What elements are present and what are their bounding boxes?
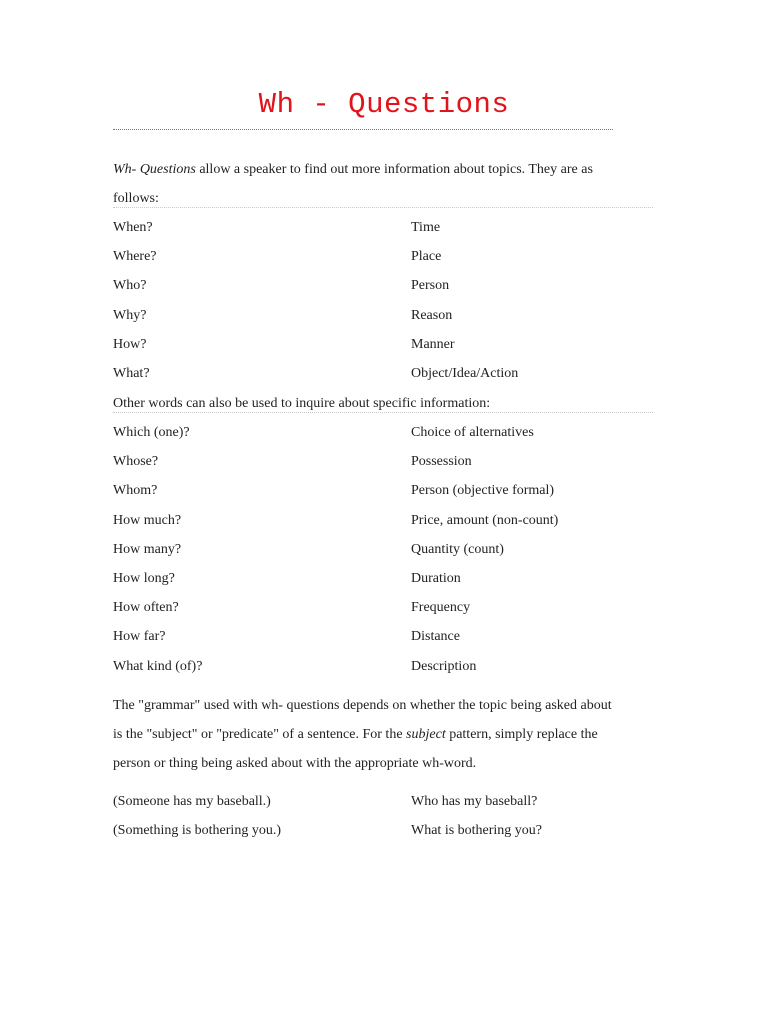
other-word-row (113, 506, 653, 535)
intro-line-2: follows: (113, 191, 159, 206)
meaning: Person (411, 278, 450, 294)
other-words-intro: Other words can also be used to inquire about specific information: (113, 396, 491, 411)
other-word-row (113, 564, 653, 593)
question-word: Where? (113, 249, 157, 265)
question-word: Whom? (113, 483, 158, 499)
meaning: Distance (411, 629, 460, 645)
other-word-row (113, 447, 653, 476)
question-word: How often? (113, 600, 179, 616)
title-divider (113, 129, 613, 130)
grammar-line-2 (113, 727, 598, 742)
question-word: (Something is bothering you.) (113, 823, 281, 839)
intro-paragraph (113, 155, 653, 213)
meaning: Choice of alternatives (411, 425, 534, 440)
basic-word-row (113, 271, 653, 300)
question-word: How much? (113, 512, 182, 528)
grammar-italic-term: subject (406, 727, 446, 742)
question-word: What? (113, 366, 150, 381)
other-word-row (113, 418, 653, 447)
example-row (113, 787, 653, 816)
other-word-row (113, 652, 653, 681)
example-row (113, 816, 653, 845)
question-word: How far? (113, 629, 166, 645)
question-word: Who? (113, 278, 147, 294)
meaning: Frequency (411, 600, 471, 616)
intro-divider (113, 207, 653, 208)
question-word: Which (one)? (113, 425, 190, 440)
other-word-row (113, 593, 653, 622)
question-word: How? (113, 336, 147, 352)
page-title: Wh - Questions (258, 88, 510, 121)
question-word: How many? (113, 541, 182, 557)
basic-word-row (113, 301, 653, 330)
meaning: Manner (411, 336, 455, 352)
intro-line-1 (113, 162, 593, 177)
question-word: Whose? (113, 454, 159, 470)
grammar-line-2-a: is the "subject" or "predicate" of a sentence. For the (113, 727, 407, 742)
question-word: When? (113, 220, 153, 235)
meaning: Price, amount (non-count) (411, 512, 559, 528)
other-word-row (113, 476, 653, 505)
question-word: How long? (113, 571, 175, 586)
question-word: (Someone has my baseball.) (113, 794, 271, 809)
meaning: Time (411, 220, 441, 235)
meaning: Place (411, 249, 442, 265)
other-word-row (113, 622, 653, 651)
meaning: Description (411, 658, 477, 674)
other-intro-divider (113, 412, 653, 413)
meaning: Reason (411, 307, 453, 323)
meaning: Duration (411, 571, 461, 586)
grammar-paragraph (113, 691, 653, 778)
basic-word-row (113, 242, 653, 271)
basic-word-row (113, 330, 653, 359)
meaning: Quantity (count) (411, 541, 504, 557)
meaning: Who has my baseball? (411, 794, 538, 809)
intro-line-1-rest: allow a speaker to find out more information about topics. They are as (195, 162, 593, 177)
meaning: Possession (411, 454, 472, 470)
question-word: What kind (of)? (113, 658, 203, 674)
grammar-line-3: person or thing being asked about with the appropriate wh-word. (113, 756, 477, 771)
grammar-line-2-b: pattern, simply replace the (445, 727, 598, 742)
basic-word-row (113, 213, 653, 242)
meaning: What is bothering you? (411, 823, 543, 839)
meaning: Person (objective formal) (411, 483, 555, 499)
question-word: Why? (113, 307, 147, 323)
other-word-row (113, 535, 653, 564)
meaning: Object/Idea/Action (411, 366, 519, 381)
intro-italic-term: Wh- Questions (113, 162, 196, 177)
basic-word-row (113, 359, 653, 388)
grammar-line-1: The "grammar" used with wh- questions depends on whether the topic being asked about (113, 698, 612, 713)
